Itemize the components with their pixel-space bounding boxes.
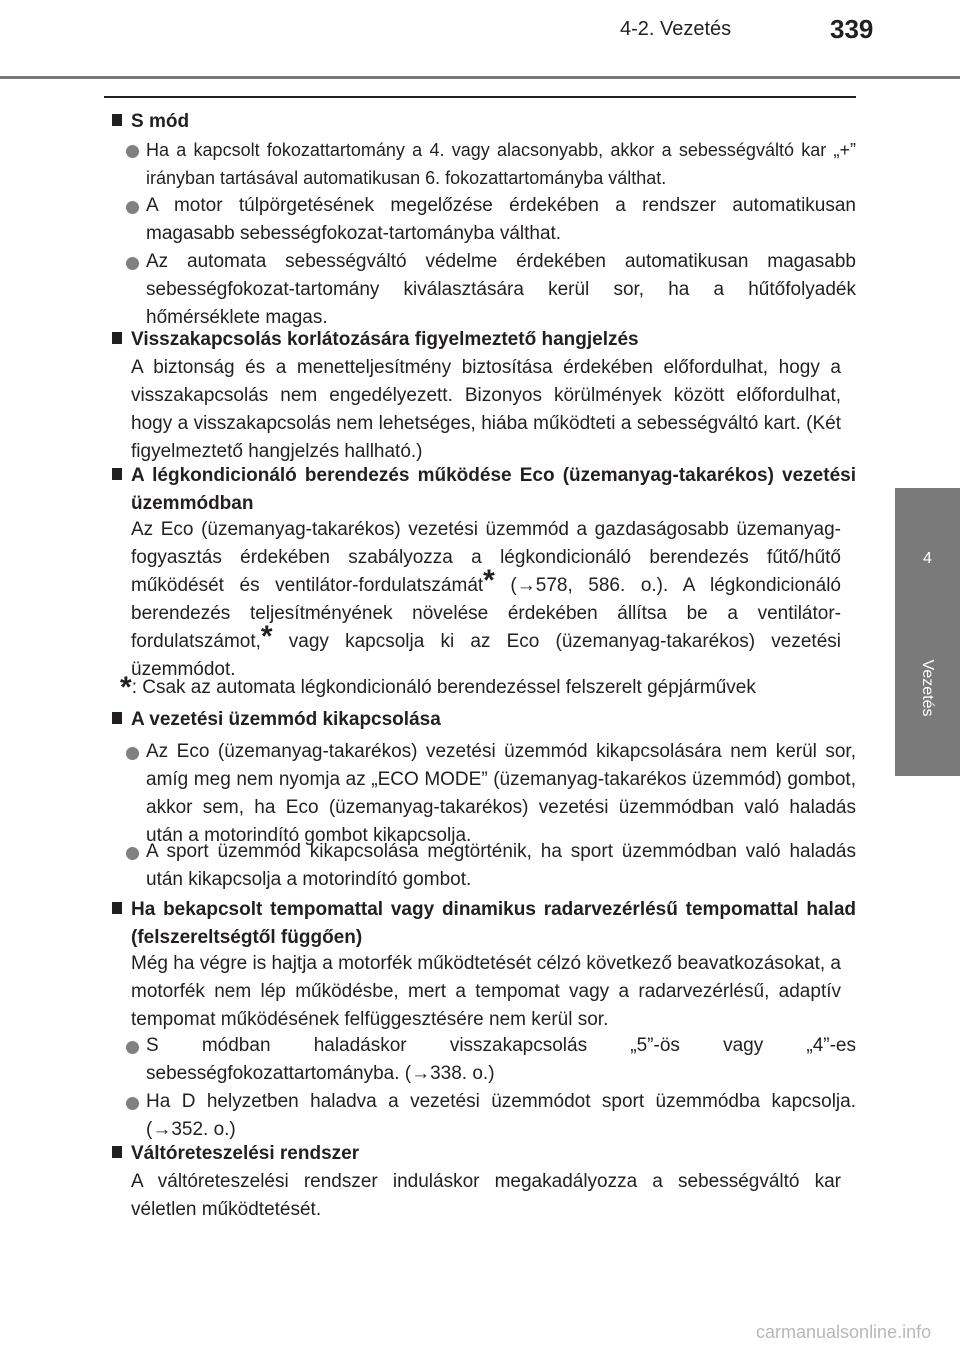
heading-s-mode xyxy=(112,108,856,136)
bullet-text: Az automata sebességváltó védelme érdekében automatikusan magasabb sebességfokozat-tartomány kiválasztására kerül sor, ha a hűtőfolyadék hőmérséklete magas. xyxy=(146,251,856,328)
asterisk-mark: * xyxy=(260,619,273,653)
bullet-text: S módban haladáskor visszakapcsolás „5”-ös vagy „4”-es sebességfokozattartományba. (→338. o.) xyxy=(146,1035,856,1084)
square-bullet-icon xyxy=(112,902,122,914)
bullet-dot-icon xyxy=(126,1041,139,1054)
chapter-tab-number: 4 xyxy=(923,550,932,567)
bullet-text: A motor túlpörgetésének megelőzése érdekében a rendszer automatikusan magasabb sebességfokozat-tartományba válthat. xyxy=(146,195,856,244)
footnote-asterisk: * xyxy=(120,671,132,704)
bullet-text: A sport üzemmód kikapcsolása megtörténik, ha sport üzemmódban való haladás után kikapcsolja a motorindító gombot. xyxy=(146,841,856,890)
ac-text-1: Az Eco (üzemanyag-takarékos) vezetési üzemmód a gazdaságosabb üzemanyag-fogyasztás érdekében szabályozza a légkondicionáló berendezés fűtő/hűtő működését és ventilátor-fordulatszámát xyxy=(131,519,841,596)
bullet-dot-icon xyxy=(126,747,139,760)
square-bullet-icon xyxy=(112,332,122,344)
heading-downshift xyxy=(112,326,856,354)
square-bullet-icon xyxy=(112,468,122,480)
page-header xyxy=(0,0,960,76)
ac-text-2: (→578, 586. o.). A légkondicionáló berendezés teljesítményének növelése érdekében állítsa be a ventilátor-fordulatszámot, xyxy=(131,575,841,652)
chapter-tab-label-box xyxy=(903,608,951,768)
asterisk-mark: * xyxy=(483,563,495,597)
heading-text: Váltóreteszelési rendszer xyxy=(131,1143,360,1164)
square-bullet-icon xyxy=(112,114,122,126)
bullet-dot-icon xyxy=(126,1097,139,1110)
bullet-dot-icon xyxy=(126,201,139,214)
para-shift-lock: A váltóreteszelési rendszer induláskor megakadályozza a sebességváltó kar véletlen működtetését. xyxy=(131,1171,841,1220)
chapter-tab xyxy=(895,488,960,776)
bullet-text: Ha D helyzetben haladva a vezetési üzemmódot sport üzemmódba kapcsolja. (→352. o.) xyxy=(146,1091,856,1140)
content-top-rule xyxy=(104,96,856,98)
ac-text-3: vagy kapcsolja ki az Eco (üzemanyag-takarékos) vezetési üzemmódot. xyxy=(131,631,841,680)
heading-text: Visszakapcsolás korlátozására figyelmeztető hangjelzés xyxy=(131,329,639,350)
square-bullet-icon xyxy=(112,1146,122,1158)
heading-text: A vezetési üzemmód kikapcsolása xyxy=(131,709,441,730)
para-downshift: A biztonság és a menetteljesítmény biztosítása érdekében előfordulhat, hogy a visszakapcsolás nem engedélyezett. Bizonyos körülmények között előfordulhat, hogy a visszakapcsolás nem lehetséges, hiába működteti a sebességváltó kart. (Két figyelmeztető hangjelzés hallható.) xyxy=(131,357,841,462)
heading-text: S mód xyxy=(131,111,190,132)
heading-cancel-mode xyxy=(112,706,856,734)
bullet-dot-icon xyxy=(126,145,139,158)
bullet-dot-icon xyxy=(126,257,139,270)
header-rule xyxy=(0,76,960,79)
heading-ac-eco xyxy=(112,462,856,514)
heading-cruise xyxy=(112,896,856,948)
footnote-text: : Csak az automata légkondicionáló berendezéssel felszerelt gépjárművek xyxy=(131,677,756,698)
para-cruise: Még ha végre is hajtja a motorfék működtetését célzó következő beavatkozásokat, a motorfék nem lép működésbe, mert a tempomat vagy a radarvezérlésű, adaptív tempomat működésének felfüggesztésére nem kerül sor. xyxy=(131,953,841,1030)
bullet-dot-icon xyxy=(126,847,139,860)
section-title: 4-2. Vezetés xyxy=(620,18,732,40)
heading-text: Ha bekapcsolt tempomattal vagy dinamikus radarvezérlésű tempomattal halad (felszereltségtől függően) xyxy=(131,899,856,948)
watermark: carmanualsonline.info xyxy=(756,1322,932,1342)
page-number: 339 xyxy=(830,14,874,44)
heading-shift-lock xyxy=(112,1140,856,1168)
chapter-tab-label: Vezetés xyxy=(919,659,936,717)
square-bullet-icon xyxy=(112,712,122,724)
para-ac-eco xyxy=(131,516,841,684)
bullet-text: Ha a kapcsolt fokozattartomány a 4. vagy alacsonyabb, akkor a sebességváltó kar „+” irányban tartásával automatikusan 6. fokozattartományba válthat. xyxy=(146,140,856,188)
footnote xyxy=(120,670,856,702)
heading-text: A légkondicionáló berendezés működése Eco (üzemanyag-takarékos) vezetési üzemmódban xyxy=(131,465,856,514)
bullet-text: Az Eco (üzemanyag-takarékos) vezetési üzemmód kikapcsolására nem kerül sor, amíg meg nem nyomja az „ECO MODE” (üzemanyag-takarékos üzemmód) gombot, akkor sem, ha Eco (üzemanyag-takarékos) vezetési üzemmódban való haladás után a motorindító gombot kikapcsolja. xyxy=(146,741,856,846)
